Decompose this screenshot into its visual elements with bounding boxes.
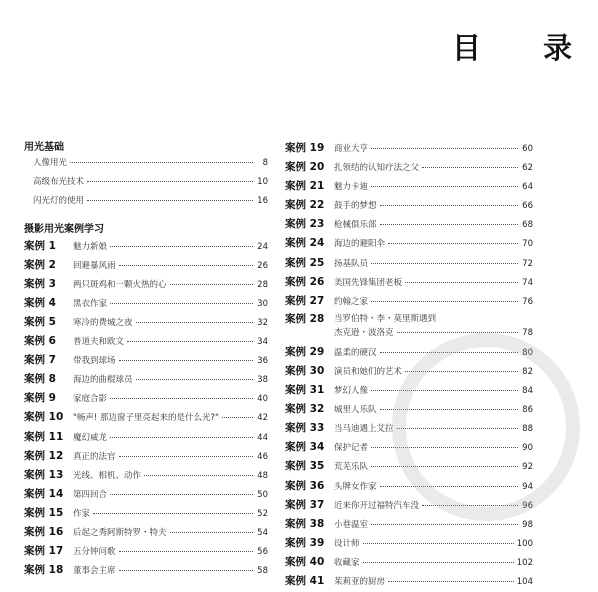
entry-title: 扬基队员 — [334, 258, 369, 269]
toc-entry-case[interactable] — [285, 140, 533, 159]
entry-title: 小巷温室 — [334, 519, 369, 530]
leader-dots — [380, 224, 518, 225]
toc-entry-case[interactable] — [24, 467, 268, 486]
case-number: 案例 41 — [285, 574, 325, 587]
leader-dots — [110, 246, 253, 247]
page-number: 10 — [257, 177, 268, 188]
toc-left-column — [24, 140, 268, 581]
toc-entry-case[interactable] — [285, 255, 533, 274]
page-number: 44 — [257, 432, 268, 443]
page-number: 52 — [257, 508, 268, 519]
page-number: 42 — [257, 413, 268, 424]
entry-title: 温柔的硬汉 — [334, 347, 377, 358]
leader-dots — [119, 456, 253, 457]
entry-title: 普道夫和欧文 — [73, 337, 125, 348]
leader-dots — [110, 494, 253, 495]
case-title-line1: 当罗伯特・李・莫里斯遇到 — [334, 313, 437, 324]
page-number: 82 — [522, 366, 533, 377]
leader-dots — [388, 243, 518, 244]
page-number: 62 — [522, 163, 533, 174]
page-number: 86 — [522, 405, 533, 416]
case-number: 案例 17 — [24, 545, 64, 558]
case-number: 案例 32 — [285, 403, 325, 416]
page-number: 96 — [522, 500, 533, 511]
entry-title: 枪械俱乐部 — [334, 220, 377, 231]
entry-title: 约翰之家 — [334, 296, 369, 307]
leader-dots — [380, 205, 518, 206]
case-number: 案例 14 — [24, 487, 64, 500]
entry-title: 寒冷的费城之夜 — [73, 317, 133, 328]
page-number: 70 — [522, 239, 533, 250]
entry-title: 第四回合 — [73, 489, 108, 500]
page-number: 72 — [522, 258, 533, 269]
page-number: 102 — [516, 557, 533, 568]
leader-dots — [371, 263, 518, 264]
case-number: 案例 3 — [24, 277, 56, 290]
entry-title: 鼓手的梦想 — [334, 201, 377, 212]
case-number: 案例 18 — [24, 564, 64, 577]
page-number: 78 — [522, 327, 533, 338]
page-number: 36 — [257, 356, 268, 367]
case-number: 案例 4 — [24, 296, 56, 309]
leader-dots — [127, 341, 253, 342]
case-number: 案例 40 — [285, 555, 325, 568]
entry-title: 头牌女作家 — [334, 481, 377, 492]
page-number: 24 — [257, 241, 268, 252]
leader-dots — [371, 301, 518, 302]
entry-title: 高级布光技术 — [33, 177, 85, 188]
toc-entry-case[interactable] — [24, 314, 268, 333]
page-title: 目 录 — [452, 31, 598, 65]
page-number: 98 — [522, 519, 533, 530]
right-case-list-a — [285, 140, 533, 312]
page-number: 16 — [257, 196, 268, 207]
toc-entry-case[interactable] — [24, 524, 268, 543]
case-number: 案例 9 — [24, 392, 56, 405]
case-number: 案例 5 — [24, 315, 56, 328]
case-number: 案例 29 — [285, 345, 325, 358]
page-number: 32 — [257, 317, 268, 328]
leader-dots — [371, 148, 518, 149]
toc-entry-case[interactable] — [24, 257, 268, 276]
section-heading-cases: 摄影用光案例学习 — [24, 223, 104, 235]
toc-entry-case[interactable] — [285, 216, 533, 235]
entry-title: 近来你开过福特汽车没 — [334, 500, 420, 511]
entry-title: 后起之秀阿斯特罗・特夫 — [73, 527, 167, 538]
toc-entry-case[interactable] — [24, 371, 268, 390]
leader-dots — [119, 360, 253, 361]
case-number: 案例 26 — [285, 275, 325, 288]
page-number: 26 — [257, 260, 268, 271]
entry-title: 五分钟问歌 — [73, 547, 116, 558]
page-number: 84 — [522, 386, 533, 397]
page-number: 60 — [522, 144, 533, 154]
page-number: 76 — [522, 296, 533, 307]
leader-dots — [388, 581, 514, 582]
page-number: 28 — [257, 279, 268, 290]
leader-dots — [119, 551, 253, 552]
leader-dots — [110, 437, 253, 438]
page-number: 56 — [257, 547, 268, 558]
case-number: 案例 35 — [285, 460, 325, 473]
leader-dots — [119, 570, 253, 571]
entry-title: 当马迪遇上艾拉 — [334, 424, 394, 435]
page-number: 66 — [522, 201, 533, 212]
entry-title: 城里人乐队 — [334, 405, 377, 416]
case-number: 案例 21 — [285, 180, 325, 193]
entry-title: 演员和她们的艺术 — [334, 366, 403, 377]
toc-entry-case[interactable] — [24, 238, 268, 257]
page-number: 68 — [522, 220, 533, 231]
page-number: 100 — [516, 538, 533, 549]
toc-entry-case[interactable] — [24, 505, 268, 524]
page-number: 90 — [522, 443, 533, 454]
case-number: 案例 33 — [285, 422, 325, 435]
toc-entry-case[interactable] — [285, 197, 533, 216]
case-number: 案例 15 — [24, 506, 64, 519]
case-number: 案例 22 — [285, 199, 325, 212]
entry-title: 魔幻威龙 — [73, 432, 108, 443]
case-number: 案例 20 — [285, 161, 325, 174]
toc-entry-case[interactable] — [285, 274, 533, 293]
case-number: 案例 2 — [24, 258, 56, 271]
case-number: 案例 31 — [285, 384, 325, 397]
page-number: 38 — [257, 375, 268, 386]
leader-dots — [422, 167, 518, 168]
toc-entry-basics[interactable] — [24, 156, 268, 175]
case-number: 案例 12 — [24, 449, 64, 462]
case-number: 案例 30 — [285, 364, 325, 377]
case-number: 案例 36 — [285, 479, 325, 492]
leader-dots — [405, 282, 518, 283]
entry-title: 带我到球场 — [73, 356, 116, 367]
toc-entry-case[interactable] — [285, 178, 533, 197]
toc-entry-case[interactable] — [24, 276, 268, 295]
toc-entry-case[interactable] — [24, 390, 268, 409]
toc-entry-case[interactable] — [24, 486, 268, 505]
toc-entry-case[interactable] — [24, 352, 268, 371]
toc-entry-case[interactable] — [24, 429, 268, 448]
entry-title: 作家 — [73, 508, 91, 519]
page-number: 64 — [522, 182, 533, 193]
entry-title: 美国先锋集团老板 — [334, 277, 403, 288]
toc-entry-case[interactable] — [24, 562, 268, 581]
section-heading-basics: 用光基础 — [24, 142, 64, 153]
entry-title: 扎领结的认知疗法之父 — [334, 163, 420, 174]
entry-title: 荒芜乐队 — [334, 462, 369, 473]
entry-title: 光线、相机、动作 — [73, 470, 142, 481]
leader-dots — [136, 379, 253, 380]
toc-entry-case[interactable] — [24, 333, 268, 352]
leader-dots — [397, 332, 518, 333]
case-number: 案例 8 — [24, 373, 56, 386]
toc-entry-case[interactable] — [285, 554, 533, 573]
page-number: 74 — [522, 277, 533, 288]
case-number: 案例 10 — [24, 411, 64, 424]
case-number: 案例 37 — [285, 498, 325, 511]
entry-title: 人像用光 — [33, 158, 68, 168]
entry-title: 黑衣作家 — [73, 298, 108, 309]
case-number: 案例 38 — [285, 517, 325, 530]
leader-dots — [136, 322, 253, 323]
case-number: 案例 19 — [285, 142, 325, 154]
entry-title: 收藏家 — [334, 557, 360, 568]
case-number: 案例 13 — [24, 468, 64, 481]
entry-title: 家庭合影 — [73, 394, 108, 405]
case-number: 案例 23 — [285, 218, 325, 231]
page-number: 94 — [522, 481, 533, 492]
leader-dots — [371, 524, 518, 525]
leader-dots — [110, 398, 253, 399]
toc-entry-case[interactable] — [285, 573, 533, 592]
entry-title: 董事会主席 — [73, 566, 116, 577]
entry-title: 海边的避阳伞 — [334, 239, 386, 250]
entry-title: 魅力卡迪 — [334, 182, 369, 193]
toc-entry-case[interactable] — [285, 535, 533, 554]
leader-dots — [93, 513, 253, 514]
watermark-stamp — [392, 333, 580, 521]
entry-title: 真正的法官 — [73, 451, 116, 462]
case-number: 案例 25 — [285, 256, 325, 269]
case-title-line2: 杰克逊・波洛克 — [334, 327, 394, 338]
page-number: 46 — [257, 451, 268, 462]
case-number: 案例 28 — [285, 312, 325, 325]
case-number: 案例 7 — [24, 354, 56, 367]
case-number: 案例 6 — [24, 335, 56, 348]
toc-entry-basics[interactable] — [24, 194, 268, 213]
entry-title: 两只斑鸡和一颗火热的心 — [73, 279, 167, 290]
toc-entry-case[interactable] — [285, 159, 533, 178]
leader-dots — [87, 181, 253, 182]
left-case-list — [24, 238, 268, 582]
entry-title: 回避暴风雨 — [73, 260, 116, 271]
entry-title: 茱莉亚的厨房 — [334, 576, 386, 587]
page-number: 80 — [522, 347, 533, 358]
page-number: 58 — [257, 566, 268, 577]
entry-title: 梦幻人像 — [334, 386, 369, 397]
toc-entry-case[interactable] — [24, 543, 268, 562]
page-number: 30 — [257, 298, 268, 309]
page-number: 48 — [257, 470, 268, 481]
leader-dots — [363, 543, 514, 544]
case-number: 案例 16 — [24, 525, 64, 538]
leader-dots — [170, 532, 253, 533]
case-number: 案例 27 — [285, 294, 325, 307]
case-number: 案例 39 — [285, 536, 325, 549]
entry-title: 闪光灯的使用 — [33, 196, 85, 207]
page-number: 8 — [262, 158, 268, 168]
entry-title: 保护记者 — [334, 443, 369, 454]
entry-title: 设计师 — [334, 538, 360, 549]
leader-dots — [119, 265, 253, 266]
page-number: 92 — [522, 462, 533, 473]
leader-dots — [87, 200, 253, 201]
entry-title: "畅声! 那边窗子里亮起来的是什么光?" — [73, 413, 219, 424]
leader-dots — [222, 417, 253, 418]
entry-title: 魅力新娘 — [73, 241, 108, 252]
case-number: 案例 11 — [24, 430, 64, 443]
case-number: 案例 1 — [24, 239, 56, 252]
basics-list — [24, 156, 268, 214]
page-number: 54 — [257, 527, 268, 538]
toc-entry-case[interactable] — [285, 293, 533, 312]
toc-entry-case[interactable] — [24, 448, 268, 467]
leader-dots — [110, 303, 253, 304]
page-number: 88 — [522, 424, 533, 435]
page-number: 40 — [257, 394, 268, 405]
page-number: 104 — [516, 576, 533, 587]
toc-entry-case[interactable] — [24, 295, 268, 314]
toc-entry-basics[interactable] — [24, 175, 268, 194]
leader-dots — [371, 186, 518, 187]
entry-title: 商业大亨 — [334, 144, 369, 154]
leader-dots — [363, 562, 514, 563]
page-number: 50 — [257, 489, 268, 500]
leader-dots — [144, 475, 253, 476]
toc-entry-case[interactable] — [24, 409, 268, 428]
entry-title: 海边的曲棍球员 — [73, 375, 133, 386]
case-number: 案例 24 — [285, 237, 325, 250]
toc-entry-case[interactable] — [285, 235, 533, 254]
case-number: 案例 34 — [285, 441, 325, 454]
leader-dots — [170, 284, 253, 285]
page-number: 34 — [257, 337, 268, 348]
leader-dots — [70, 162, 253, 163]
